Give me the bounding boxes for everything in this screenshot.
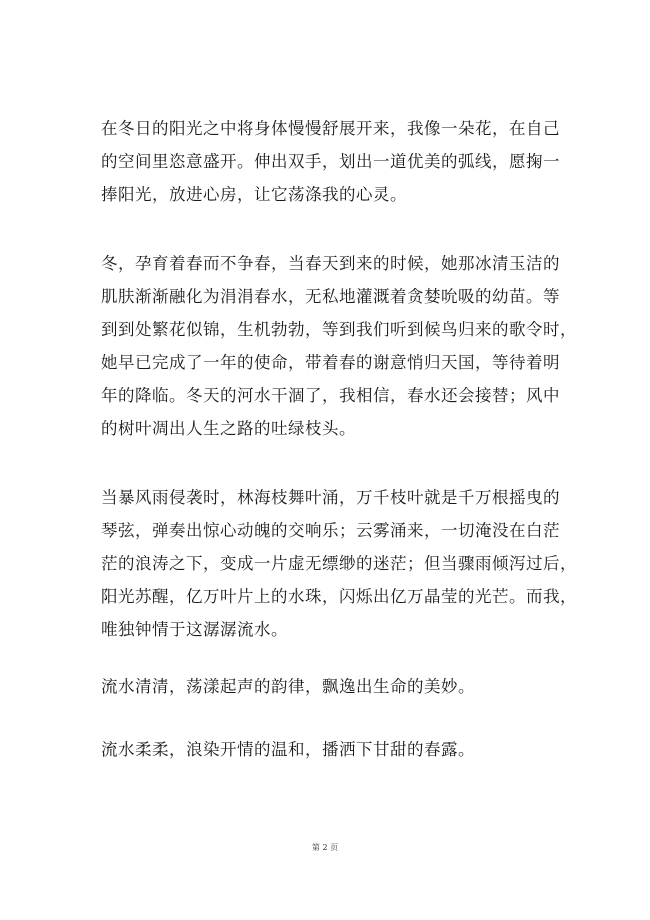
- text-line: 她早已完成了一年的使命，带着春的谢意悄归天国，等待着明: [101, 353, 560, 372]
- text-line: 在冬日的阳光之中将身体慢慢舒展开来，我像一朵花，在自己: [101, 119, 560, 138]
- text-line: 流水清清，荡漾起声的韵律，飘逸出生命的美妙。: [101, 677, 475, 696]
- text-line: 流水柔柔，浪染开情的温和，播洒下甘甜的春露。: [101, 740, 475, 759]
- text-line: 茫的浪涛之下，变成一片虚无缥缈的迷茫；但当骤雨倾泻过后，: [101, 554, 577, 573]
- text-line: 到到处繁花似锦，生机勃勃，等到我们听到候鸟归来的歌令时，: [101, 320, 577, 339]
- paragraph-5: [101, 733, 561, 766]
- text-line: 年的降临。冬天的河水干涸了，我相信，春水还会接替；风中: [101, 386, 560, 405]
- text-line: 琴弦，弹奏出惊心动魄的交响乐；云雾涌来，一切淹没在白茫: [101, 521, 560, 540]
- paragraph-3: [101, 481, 577, 646]
- text-line: 肌肤渐渐融化为涓涓春水，无私地灌溉着贪婪吮吸的幼苗。等: [101, 287, 560, 306]
- text-line: 的树叶凋出人生之路的吐绿枝头。: [101, 419, 356, 438]
- paragraph-2: [101, 247, 577, 445]
- text-line: 捧阳光，放进心房，让它荡涤我的心灵。: [101, 185, 407, 204]
- text-line: 冬，孕育着春而不争春，当春天到来的时候，她那冰清玉洁的: [101, 254, 560, 273]
- text-line: 阳光苏醒，亿万叶片上的水珠，闪烁出亿万晶莹的光芒。而我，: [101, 587, 577, 606]
- paragraph-1: [101, 112, 561, 211]
- document-body: [101, 112, 577, 794]
- text-line: 当暴风雨侵袭时，林海枝舞叶涌，万千枝叶就是千万根摇曳的: [101, 488, 560, 507]
- paragraph-4: [101, 670, 561, 703]
- text-line: 唯独钟情于这潺潺流水。: [101, 620, 288, 639]
- text-line: 的空间里恣意盛开。伸出双手，划出一道优美的弧线，愿掬一: [101, 152, 560, 171]
- page-number: 第 2 页: [311, 843, 339, 852]
